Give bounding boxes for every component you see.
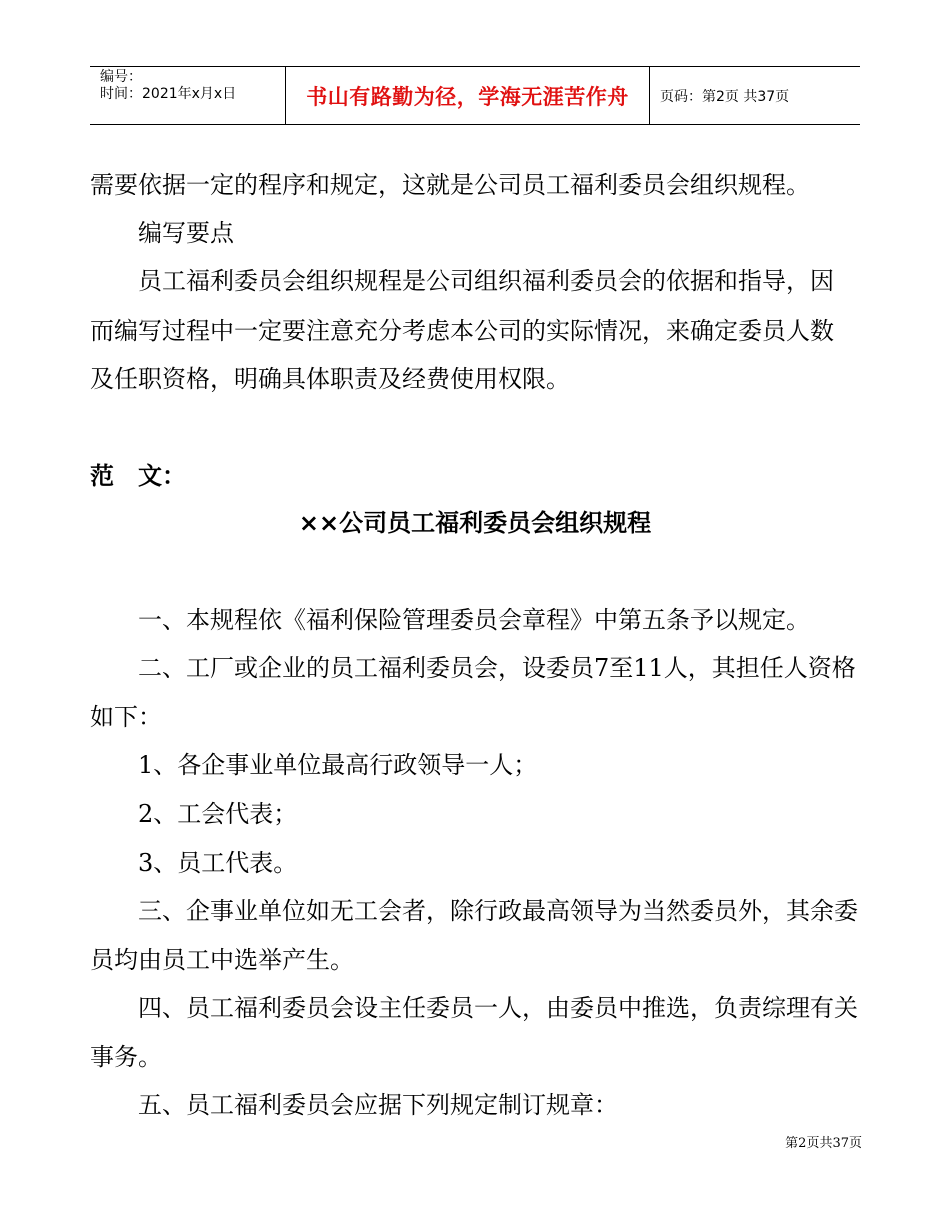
time-label: 时间：2021年x月x日	[100, 86, 237, 102]
document-title: ××公司员工福利委员会组织规程	[298, 509, 652, 537]
section-title: 编写要点	[138, 219, 234, 247]
page-footer: 第2页共37页	[785, 1136, 862, 1151]
body-line: 2、工会代表；	[138, 800, 298, 828]
body-line: 需要依据一定的程序和规定，这就是公司员工福利委员会组织规程。	[90, 171, 810, 199]
body-line: 员均由员工中选举产生。	[90, 946, 354, 974]
body-line: 3、员工代表。	[138, 849, 298, 877]
body-line: 及任职资格，明确具体职责及经费使用权限。	[90, 365, 570, 393]
page-code: 页码：第2页 共37页	[660, 88, 790, 105]
body-line: 五、员工福利委员会应据下列规定制订规章：	[138, 1091, 618, 1119]
header-motto-cell	[286, 67, 650, 124]
header-meta	[90, 67, 286, 124]
body-line: 而编写过程中一定要注意充分考虑本公司的实际情况，来确定委员人数	[90, 317, 834, 345]
header-page-code-cell	[650, 67, 860, 124]
body-line: 事务。	[90, 1043, 162, 1071]
body-line: 二、工厂或企业的员工福利委员会，设委员7至11人，其担任人资格	[138, 654, 856, 682]
body-line: 1、各企事业单位最高行政领导一人；	[138, 751, 538, 779]
body-line: 如下：	[90, 703, 162, 731]
body-line: 一、本规程依《福利保险管理委员会章程》中第五条予以规定。	[138, 606, 810, 634]
body-line: 员工福利委员会组织规程是公司组织福利委员会的依据和指导，因	[138, 267, 834, 295]
body-line: 四、员工福利委员会设主任委员一人，由委员中推选，负责综理有关	[138, 994, 858, 1022]
body-line: 三、企事业单位如无工会者，除行政最高领导为当然委员外，其余委	[138, 897, 858, 925]
page-header	[90, 66, 860, 125]
motto-text: 书山有路勤为径，学海无涯苦作舟	[306, 84, 629, 109]
number-label: 编号：	[100, 69, 142, 85]
sample-heading: 范 文：	[90, 462, 186, 490]
